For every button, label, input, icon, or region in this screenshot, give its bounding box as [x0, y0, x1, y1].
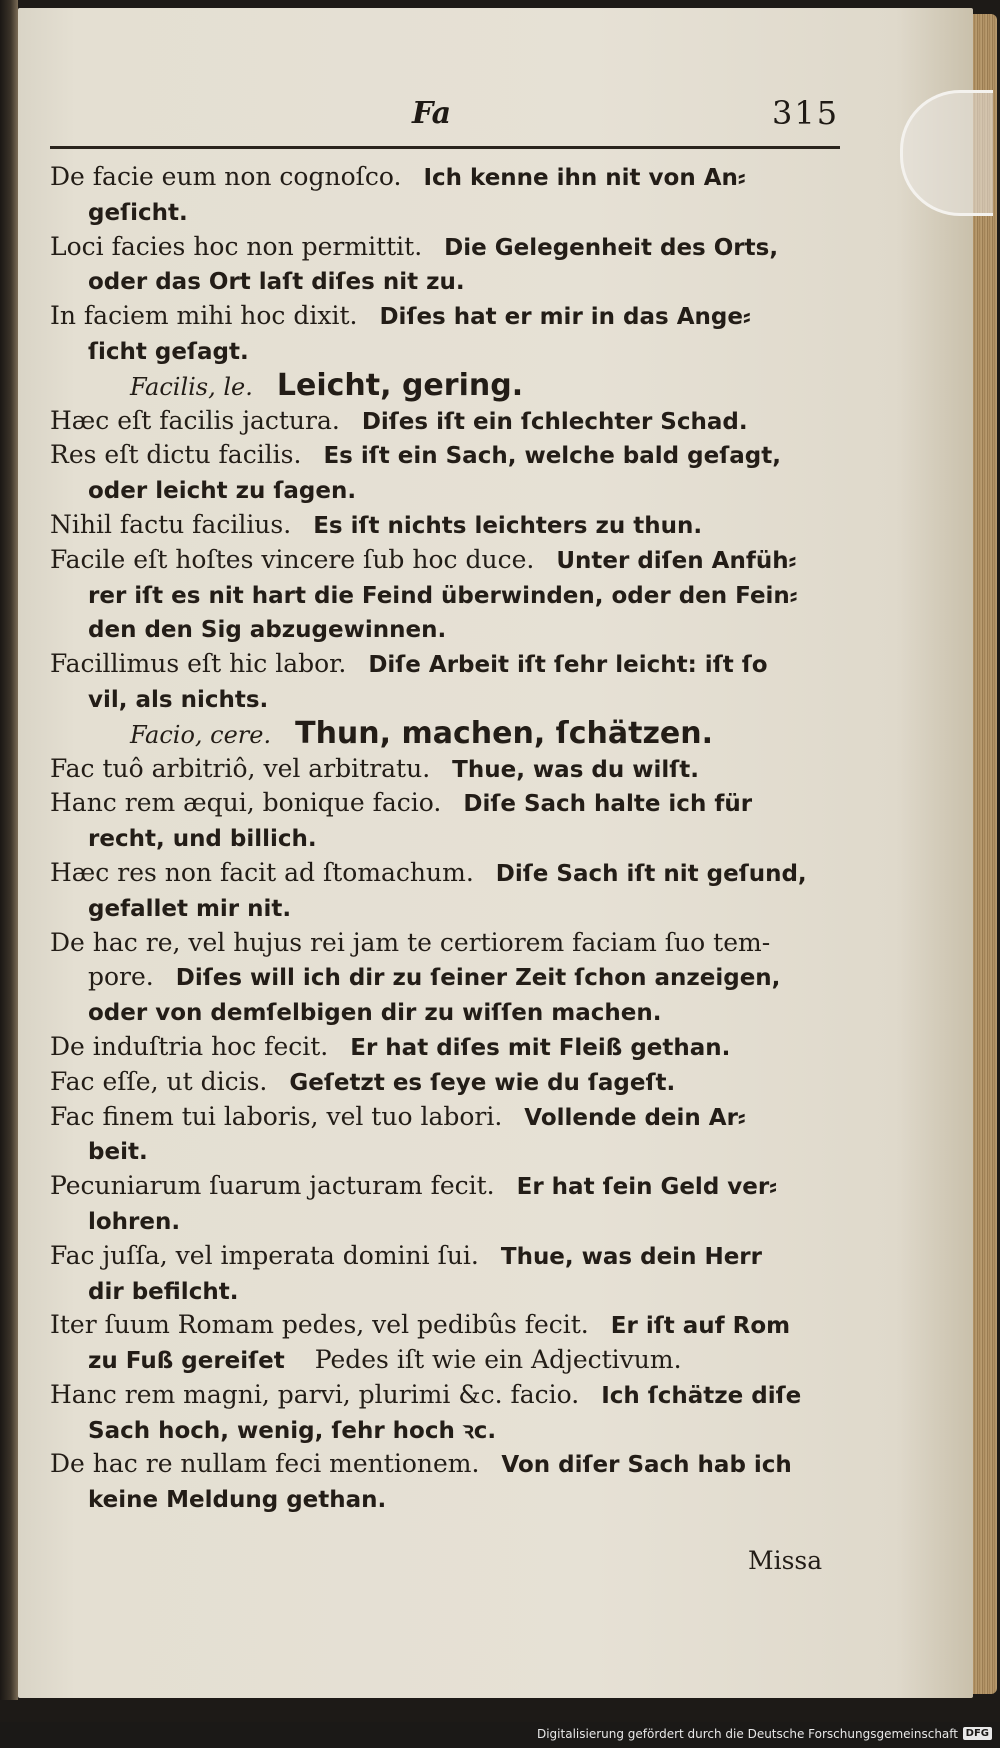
text-line	[50, 1447, 850, 1482]
text-line	[50, 1134, 850, 1169]
latin-phrase: De hac re nullam feci mentionem.	[50, 1449, 480, 1479]
german-translation: Diſes will ich dir zu ſeiner Zeit ſchon anzeigen,	[175, 965, 781, 992]
text-line	[50, 1065, 850, 1100]
text-line	[50, 891, 850, 926]
text-line	[50, 1308, 850, 1343]
text-line	[50, 1030, 850, 1065]
running-head: Fa	[412, 96, 452, 131]
german-translation: Es iſt nichts leichters zu thun.	[313, 512, 703, 539]
page-stack-edge	[973, 14, 997, 1694]
german-translation: lohren.	[88, 1208, 181, 1235]
german-translation: Diſes iſt ein ſchlechter Schad.	[361, 408, 748, 435]
text-line	[50, 1204, 850, 1239]
german-translation: keine Meldung gethan.	[88, 1487, 387, 1514]
text-line	[50, 1482, 850, 1517]
page-body	[50, 160, 850, 1517]
latin-phrase: In faciem mihi hoc dixit.	[50, 301, 358, 331]
german-translation: ſicht geſagt.	[88, 338, 249, 365]
german-translation: oder das Ort laſt diſes nit zu.	[88, 269, 465, 296]
german-translation: Die Gelegenheit des Orts,	[444, 234, 779, 261]
text-line	[50, 160, 850, 195]
german-translation: Thun, machen, ſchätzen.	[295, 716, 714, 751]
latin-phrase: De induſtria hoc fecit.	[50, 1031, 329, 1061]
text-line	[50, 1239, 850, 1274]
german-translation: oder von demſelbigen dir zu wiſſen machen.	[88, 1000, 662, 1027]
german-translation: recht, und billich.	[88, 826, 317, 853]
text-line	[50, 786, 850, 821]
latin-phrase: pore.	[88, 962, 154, 992]
german-translation: Diſe Arbeit iſt ſehr leicht: iſt ſo	[368, 652, 768, 679]
text-line	[50, 1343, 850, 1378]
text-line	[50, 1378, 850, 1413]
german-translation: Thue, was du wilſt.	[452, 756, 700, 783]
page-number: 315	[772, 94, 840, 132]
text-line	[50, 543, 850, 578]
german-translation: Ich kenne ihn nit von An⸗	[423, 165, 746, 191]
text-line	[50, 752, 850, 787]
latin-phrase: Fac tuô arbitriô, vel arbitratu.	[50, 753, 431, 783]
latin-phrase: Pecuniarum ſuarum jacturam fecit.	[50, 1171, 495, 1201]
text-line	[50, 960, 850, 995]
text-line	[50, 264, 850, 299]
latin-phrase: Iter ſuum Romam pedes, vel pedibûs fecit.	[50, 1310, 589, 1340]
text-line	[50, 195, 850, 230]
german-translation: beit.	[88, 1139, 148, 1166]
german-translation: Von diſer Sach hab ich	[501, 1452, 792, 1479]
german-translation: Thue, was dein Herr	[500, 1243, 762, 1270]
text-line	[50, 612, 850, 647]
german-translation: Es iſt ein Sach, welche bald geſagt,	[323, 443, 781, 470]
german-translation: Er iſt auf Rom	[610, 1313, 791, 1340]
german-translation: Ich ſchätze diſe	[601, 1382, 802, 1409]
text-line	[50, 821, 850, 856]
text-line	[50, 1100, 850, 1135]
german-translation: zu Fuß gereiſet	[88, 1348, 285, 1375]
latin-phrase: Hanc rem magni, parvi, plurimi &c. facio.	[50, 1379, 580, 1409]
text-line	[50, 682, 850, 717]
book-spine-edge	[0, 0, 18, 1700]
latin-headword: Facio, cere.	[130, 720, 272, 749]
german-translation: Unter diſen Anfüh⸗	[556, 547, 797, 574]
latin-phrase: Facile eſt hoſtes vincere ſub hoc duce.	[50, 544, 535, 574]
text-line	[50, 856, 850, 891]
german-translation: Er hat diſes mit Fleiß gethan.	[350, 1034, 731, 1061]
header-rule	[50, 146, 840, 149]
german-translation: Sach hoch, wenig, ſehr hoch ꝛc.	[88, 1417, 497, 1444]
german-translation: Er hat ſein Geld ver⸗	[516, 1174, 777, 1201]
text-line	[50, 473, 850, 508]
latin-phrase: Fac finem tui laboris, vel tuo labori.	[50, 1101, 503, 1131]
german-translation: Diſe Sach iſt nit geſund,	[495, 860, 807, 887]
latin-phrase: Fac juſſa, vel imperata domini ſui.	[50, 1240, 479, 1270]
german-translation: Diſes hat er mir in das Ange⸗	[379, 304, 751, 331]
catchword: Missa	[748, 1546, 823, 1575]
text-line	[50, 508, 850, 543]
latin-phrase: Fac eſſe, ut dicis.	[50, 1066, 268, 1096]
text-line	[50, 334, 850, 369]
german-translation: Diſe Sach halte ich für	[463, 791, 753, 818]
german-translation: rer iſt es nit hart die Feind überwinden, oder den Fein⸗	[88, 582, 798, 609]
german-translation: Geſetzt es ſeye wie du ſageſt.	[289, 1069, 676, 1096]
text-line	[50, 230, 850, 265]
text-line	[50, 438, 850, 473]
german-translation: den den Sig abzugewinnen.	[88, 617, 447, 644]
entry-headword-line	[50, 369, 850, 404]
footer-credit: Digitalisierung gefördert durch die Deutsche Forschungsgemeinschaft	[536, 1727, 958, 1741]
text-line	[50, 647, 850, 682]
german-translation: Vollende dein Ar⸗	[524, 1104, 746, 1131]
text-line	[50, 404, 850, 439]
latin-note: Pedes iſt wie ein Adjectivum.	[314, 1345, 682, 1375]
german-translation: Leicht, gering.	[276, 368, 524, 403]
dfg-logo: DFG	[963, 1727, 992, 1740]
latin-phrase: Hæc eſt facilis jactura.	[50, 405, 340, 435]
latin-phrase: Res eſt dictu facilis.	[50, 440, 302, 470]
latin-phrase: Hæc res non facit ad ſtomachum.	[50, 857, 474, 887]
text-line	[50, 578, 850, 613]
text-line	[50, 926, 850, 961]
german-translation: vil, als nichts.	[88, 686, 269, 713]
latin-headword: Facilis, le.	[130, 372, 253, 401]
entry-headword-line	[50, 717, 850, 752]
latin-phrase: Facillimus eſt hic labor.	[50, 649, 347, 679]
german-translation: geſicht.	[88, 199, 188, 226]
text-line	[50, 1413, 850, 1448]
german-translation: gefallet mir nit.	[88, 895, 292, 922]
text-line	[50, 1274, 850, 1309]
text-line	[50, 299, 850, 334]
german-translation: dir befilcht.	[88, 1278, 239, 1305]
latin-phrase: Nihil factu facilius.	[50, 509, 292, 539]
german-translation: oder leicht zu ſagen.	[88, 478, 357, 505]
text-line	[50, 1169, 850, 1204]
latin-phrase: De facie eum non cognoſco.	[50, 162, 402, 191]
latin-phrase: Hanc rem æqui, bonique facio.	[50, 788, 442, 818]
latin-phrase: Loci facies hoc non permittit.	[50, 231, 423, 261]
latin-phrase: De hac re, vel hujus rei jam te certiorem faciam ſuo tem-	[50, 927, 771, 957]
text-line	[50, 995, 850, 1030]
